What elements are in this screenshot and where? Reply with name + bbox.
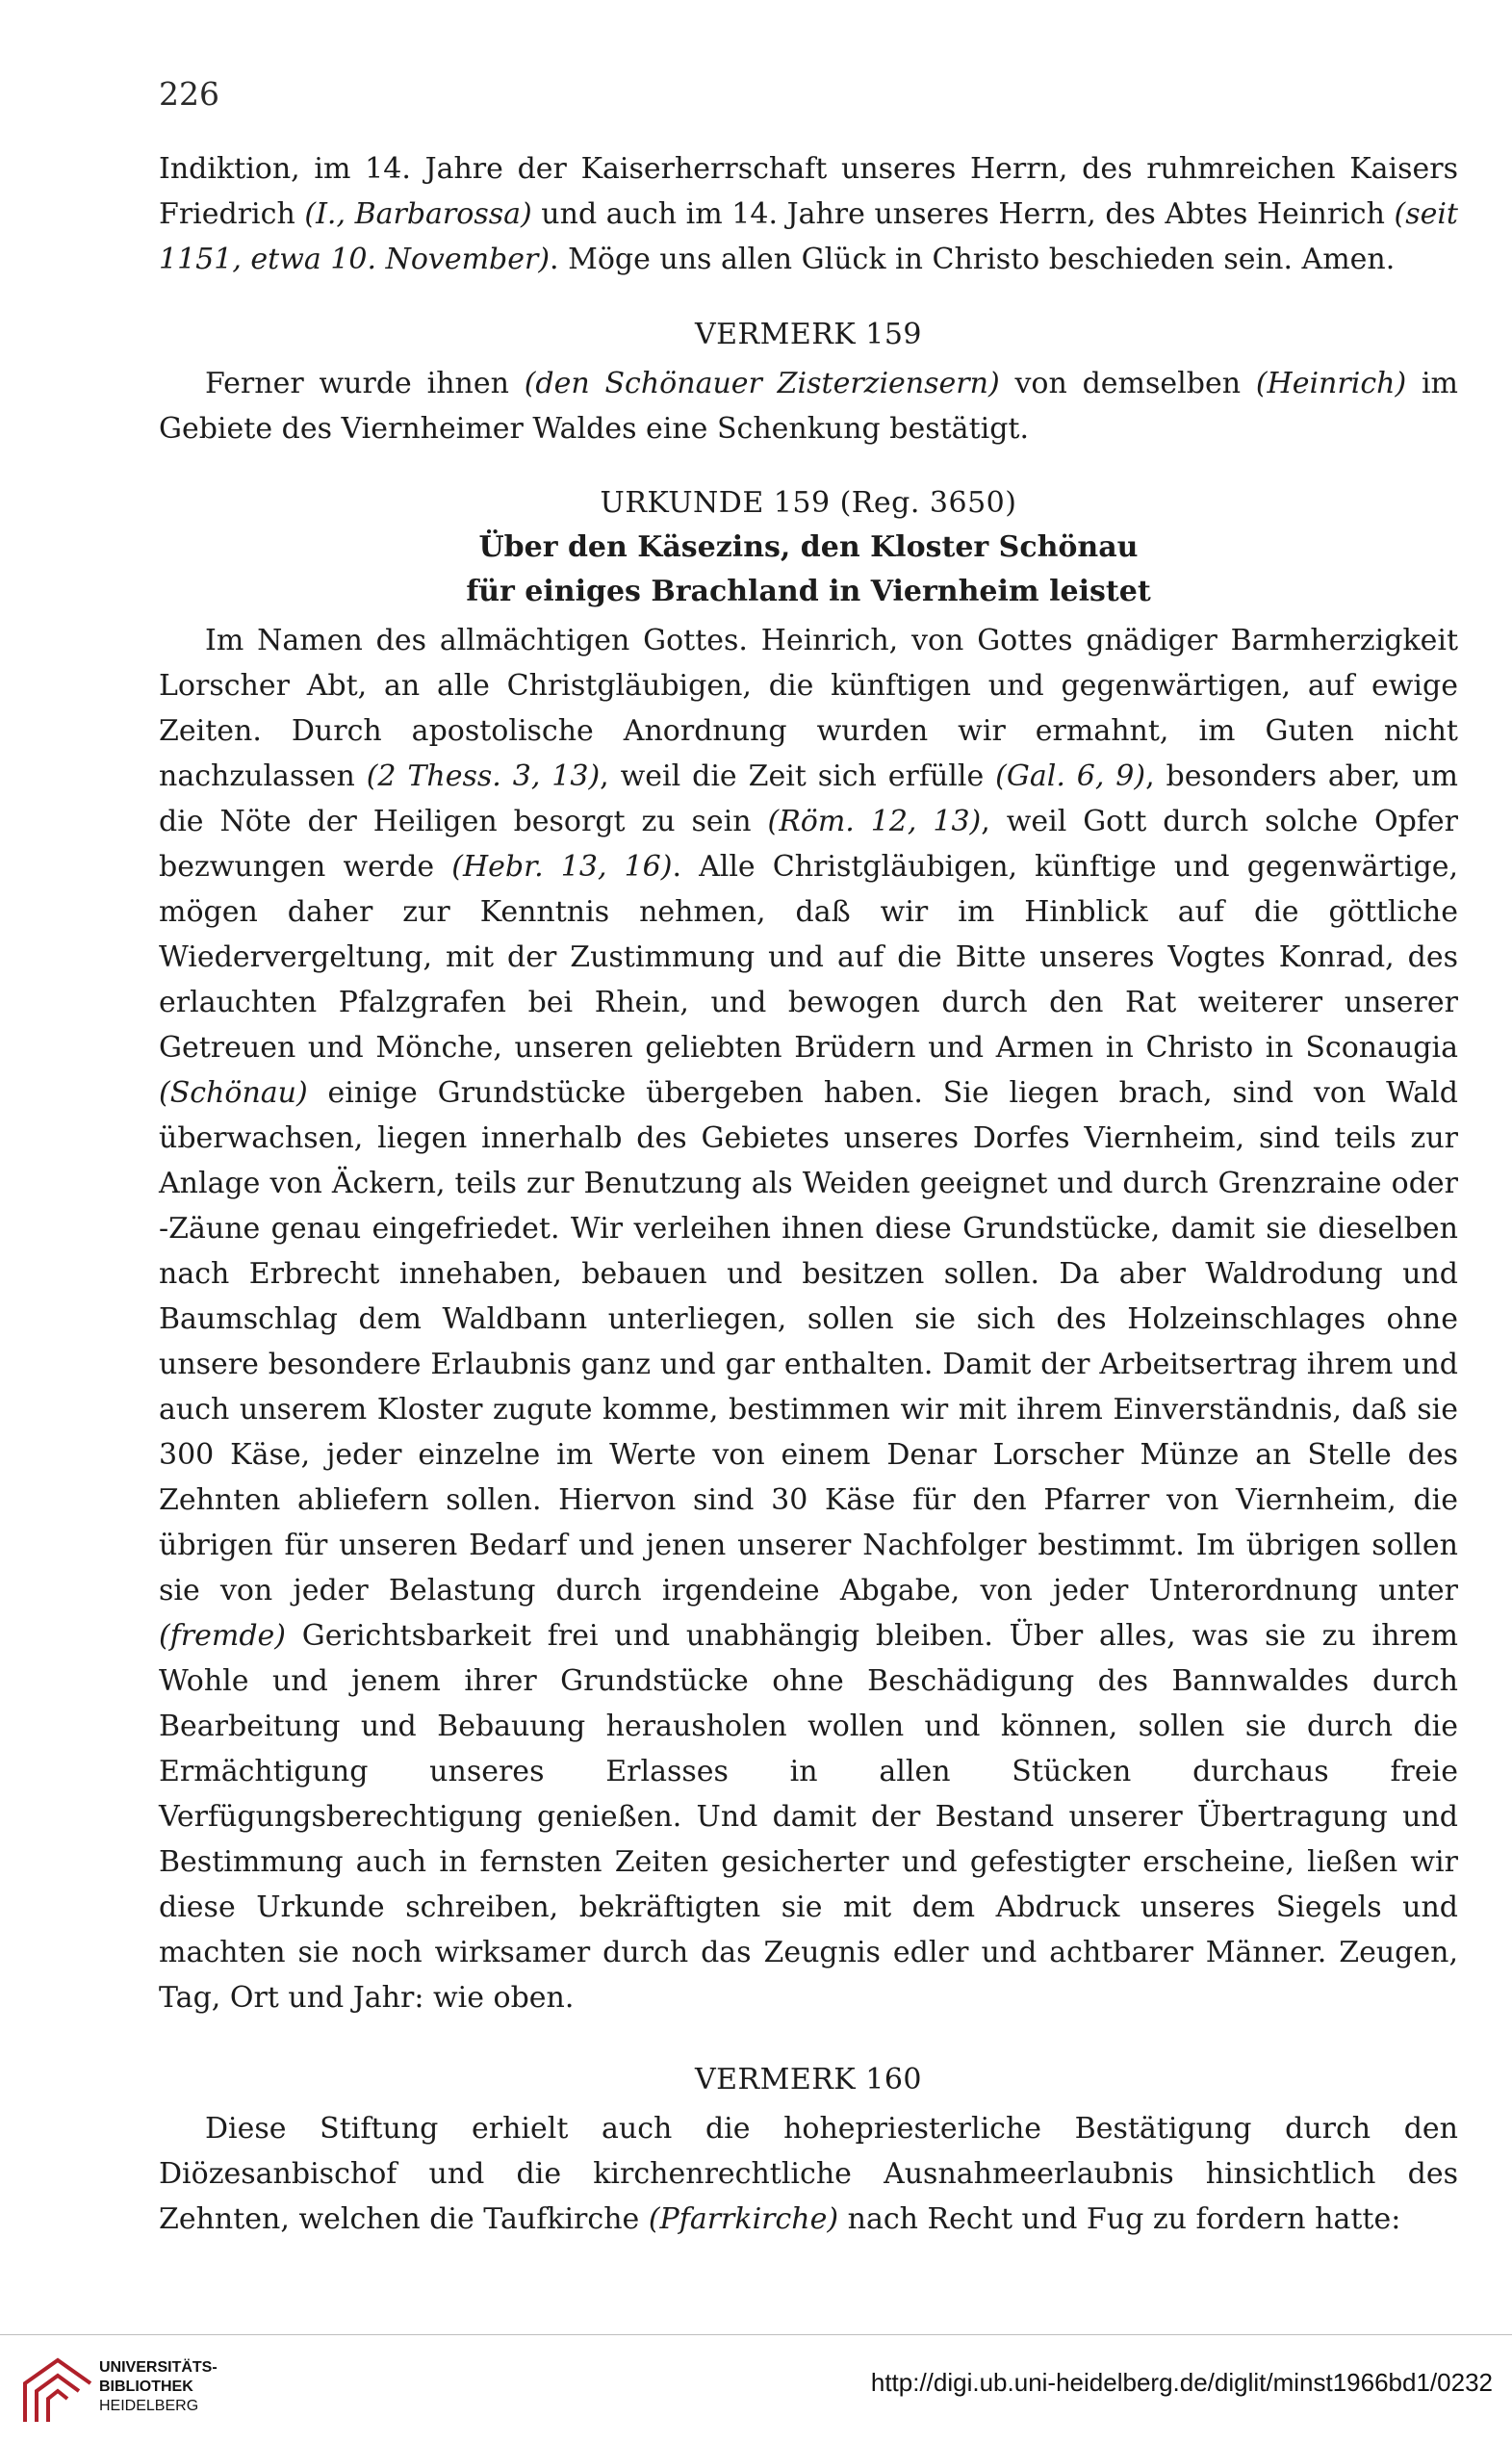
italic-run: (2 Thess. 3, 13) — [366, 759, 601, 793]
italic-run: (den Schönauer Zisterziensern) — [524, 367, 1000, 400]
page-body — [159, 146, 1458, 2242]
text-run: . Alle Christgläubigen, künftige und gegenwärtige, mögen daher zur Kenntnis nehmen, daß wir im Hinblick auf die göttliche Wiedervergeltung, mit der Zustimmung und auf die Bitte unseres Vogtes Konrad, des erlauchten Pfalzgrafen bei Rhein, und bewogen durch den Rat weiterer unserer Getreuen und Mönche, unseren geliebten Brüdern und Armen in Christo in Sconaugia — [159, 850, 1458, 1065]
text-run: , weil die Zeit sich erfülle — [600, 759, 996, 793]
text-run: nach Recht und Fug zu fordern hatte: — [838, 2202, 1401, 2236]
text-run: , besonders aber, um die Nöte der Heiligen besorgt zu sein — [159, 759, 1458, 838]
italic-run: (Schönau) — [159, 1076, 308, 1110]
library-name-line: BIBLIOTHEK — [99, 2379, 193, 2395]
permalink-url[interactable]: http://digi.ub.uni-heidelberg.de/diglit/minst1966bd1/0232 — [870, 2368, 1493, 2397]
text-run: im Gebiete des Viernheimer Waldes eine Schenkung bestätigt. — [159, 367, 1459, 446]
text-run: einige Grundstücke übergeben haben. Sie liegen brach, sind von Wald überwachsen, liegen innerhalb des Gebietes unseres Dorfes Viernheim, sind teils zur Anlage von Äckern, teils zur Benutzung als Weiden geeignet und durch Grenzraine oder -Zäune genau eingefriedet. Wir verleihen ihnen diese Grundstücke, damit sie dieselben nach Erbrecht innehaben, bebauen und besitzen sollen. Da aber Waldrodung und Baumschlag dem Waldbann unterliegen, sollen sie sich des Holzeinschlages ohne unsere besondere Erlaubnis ganz und gar enthalten. Damit der Arbeitsertrag ihrem und auch unserem Kloster zugute komme, bestimmen wir mit ihrem Einverständnis, daß sie 300 Käse, jeder einzelne im Werte von einem Denar Lorscher Münze an Stelle des Zehnten abliefern sollen. Hiervon sind 30 Käse für den Pfarrer von Viernheim, die übrigen für unseren Bedarf und jenen unserer Nachfolger bestimmt. Im übrigen sollen sie von jeder Belastung durch irgendeine Abgabe, von jeder Unterordnung unter — [159, 1076, 1458, 1607]
library-name-line: HEIDELBERG — [99, 2398, 199, 2414]
text-run: . Möge uns allen Glück in Christo beschieden sein. Amen. — [550, 243, 1396, 276]
text-run: und auch im 14. Jahre unseres Herrn, des Abtes Heinrich — [531, 197, 1395, 231]
library-name — [99, 2358, 218, 2416]
library-logo-icon — [19, 2354, 94, 2424]
section-heading: VERMERK 160 — [694, 2063, 923, 2096]
section-subheading: für einiges Brachland in Viernheim leistet — [466, 575, 1151, 608]
italic-run: (Gal. 6, 9) — [995, 759, 1146, 793]
library-name-line: UNIVERSITÄTS- — [99, 2359, 218, 2376]
page-number: 226 — [159, 75, 219, 113]
text-run: Gerichtsbarkeit frei und unabhängig bleiben. Über alles, was sie zu ihrem Wohle und jenem ihrer Grundstücke ohne Beschädigung des Bannwaldes durch Bearbeitung und Bebauung herausholen wollen und können, sollen sie durch die Ermächtigung unseres Erlasses in allen Stücken durchaus freie Verfügungsberechtigung genießen. Und damit der Bestand unserer Übertragung und Bestimmung auch in fernsten Zeiten gesicherter und gefestigter erscheine, ließen wir diese Urkunde schreiben, bekräftigten sie mit dem Abdruck unseres Siegels und machten sie noch wirksamer durch das Zeugnis edler und achtbarer Männer. Zeugen, Tag, Ort und Jahr: wie oben. — [159, 1619, 1458, 2015]
italic-run: (fremde) — [159, 1619, 287, 1653]
text-run: Indiktion, im 14. Jahre der Kaiserherrschaft unseres Herrn, des ruhmreichen Kaisers Friedrich — [159, 152, 1458, 231]
italic-run: (Röm. 12, 13) — [767, 805, 982, 838]
italic-run: (Hebr. 13, 16) — [451, 850, 673, 884]
italic-run: (I., Barbarossa) — [304, 197, 532, 231]
text-run: von demselben — [999, 367, 1256, 400]
footer — [0, 2335, 1512, 2443]
section-heading: VERMERK 159 — [694, 318, 923, 351]
text-run: , weil Gott durch solche Opfer bezwungen werde — [159, 805, 1458, 884]
text-run: Diese Stiftung erhielt auch die hohepriesterliche Bestätigung durch den Diözesanbischof und die kirchenrechtliche Ausnahmeerlaubnis hinsichtlich des Zehnten, welchen die Taufkirche — [159, 2112, 1458, 2236]
section-heading: URKUNDE 159 (Reg. 3650) — [600, 486, 1017, 520]
italic-run: (Heinrich) — [1255, 367, 1407, 400]
paragraph — [159, 618, 1458, 2020]
text-run: Ferner wurde ihnen — [205, 367, 525, 400]
text-run: Im Namen des allmächtigen Gottes. Heinrich, von Gottes gnädiger Barmherzigkeit Lorscher Abt, an alle Christgläubigen, die künftigen und gegenwärtigen, auf ewige Zeiten. Durch apostolische Anordnung wurden wir ermahnt, im Guten nicht nachzulassen — [159, 624, 1458, 793]
paragraph — [159, 361, 1458, 451]
section-subheading: Über den Käsezins, den Kloster Schönau — [478, 530, 1139, 564]
paragraph — [159, 2106, 1458, 2242]
italic-run: (Pfarrkirche) — [648, 2202, 839, 2236]
italic-run: (seit 1151, etwa 10. November) — [159, 197, 1458, 276]
paragraph — [159, 146, 1458, 282]
